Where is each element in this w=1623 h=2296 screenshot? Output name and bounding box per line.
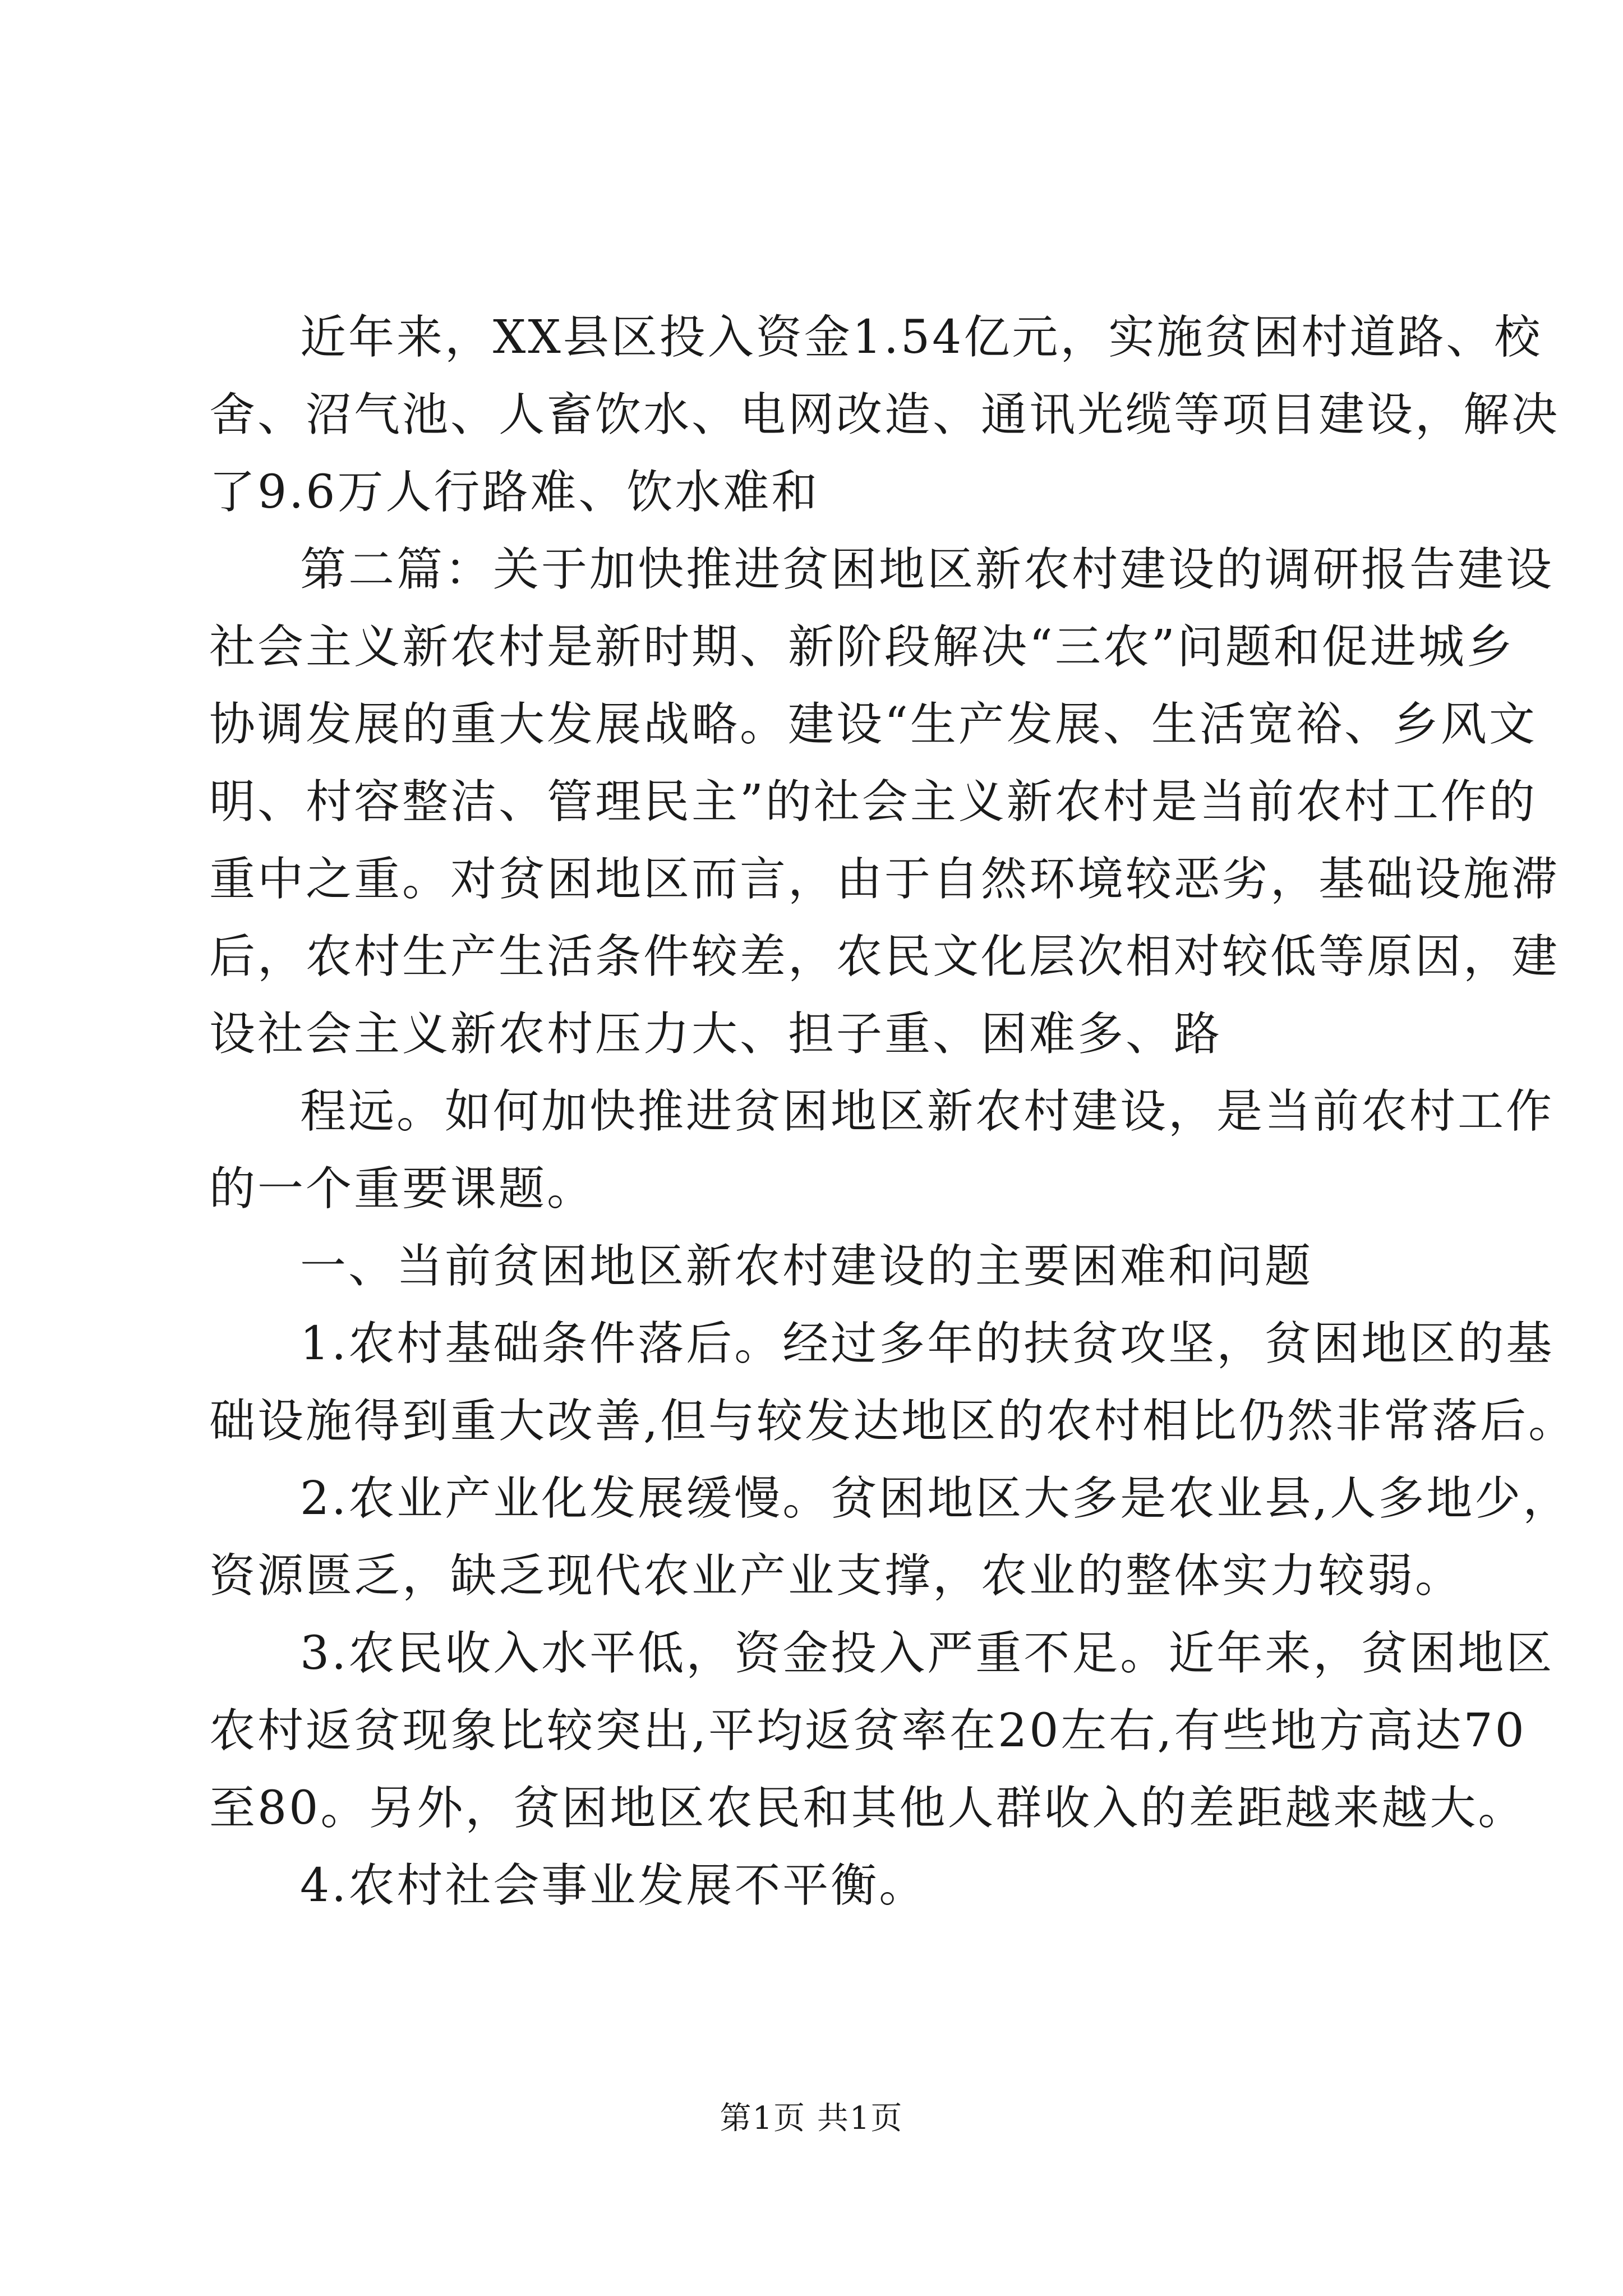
section-heading: 一、当前贫困地区新农村建设的主要困难和问题 <box>300 1240 1313 1293</box>
line-14: 1.农村基础条件落后。经过多年的扶贫攻坚，贫困地区的基 <box>300 1317 1555 1370</box>
line-4: 第二篇：关于加快推进贫困地区新农村建设的调研报告建设 <box>300 543 1555 596</box>
line-3: 了9.6万人行路难、饮水难和 <box>209 466 820 519</box>
line-8: 重中之重。对贫困地区而言，由于自然环境较恶劣，基础设施滞 <box>209 853 1560 906</box>
line-16: 2.农业产业化发展缓慢。贫困地区大多是农业县,人多地少， <box>300 1472 1571 1525</box>
line-6: 协调发展的重大发展战略。建设“生产发展、生活宽裕、乡风文 <box>209 698 1537 751</box>
line-18: 3.农民收入水平低，资金投入严重不足。近年来，贫困地区 <box>300 1627 1555 1680</box>
page-footer: 第1页 共1页 <box>720 2100 903 2137</box>
line-10: 设社会主义新农村压力大、担子重、困难多、路 <box>209 1007 1223 1061</box>
line-21: 4.农村社会事业发展不平衡。 <box>300 1859 928 1912</box>
line-12: 的一个重要课题。 <box>209 1162 596 1216</box>
line-17: 资源匮乏，缺乏现代农业产业支撑，农业的整体实力较弱。 <box>209 1549 1464 1603</box>
line-20: 至80。另外，贫困地区农民和其他人群收入的差距越来越大。 <box>209 1782 1527 1835</box>
line-2: 舍、沼气池、人畜饮水、电网改造、通讯光缆等项目建设，解决 <box>209 388 1560 441</box>
line-1: 近年来，XX县区投入资金1.54亿元，实施贫困村道路、校 <box>300 311 1543 364</box>
line-9: 后，农村生产生活条件较差，农民文化层次相对较低等原因，建 <box>209 930 1560 983</box>
line-11: 程远。如何加快推进贫困地区新农村建设，是当前农村工作 <box>300 1085 1555 1138</box>
line-7: 明、村容整洁、管理民主”的社会主义新农村是当前农村工作的 <box>209 775 1537 829</box>
line-5: 社会主义新农村是新时期、新阶段解决“三农”问题和促进城乡 <box>209 620 1515 674</box>
line-19: 农村返贫现象比较突出,平均返贫率在20左右,有些地方高达70 <box>209 1704 1527 1757</box>
line-15: 础设施得到重大改善,但与较发达地区的农村相比仍然非常落后。 <box>209 1395 1577 1448</box>
